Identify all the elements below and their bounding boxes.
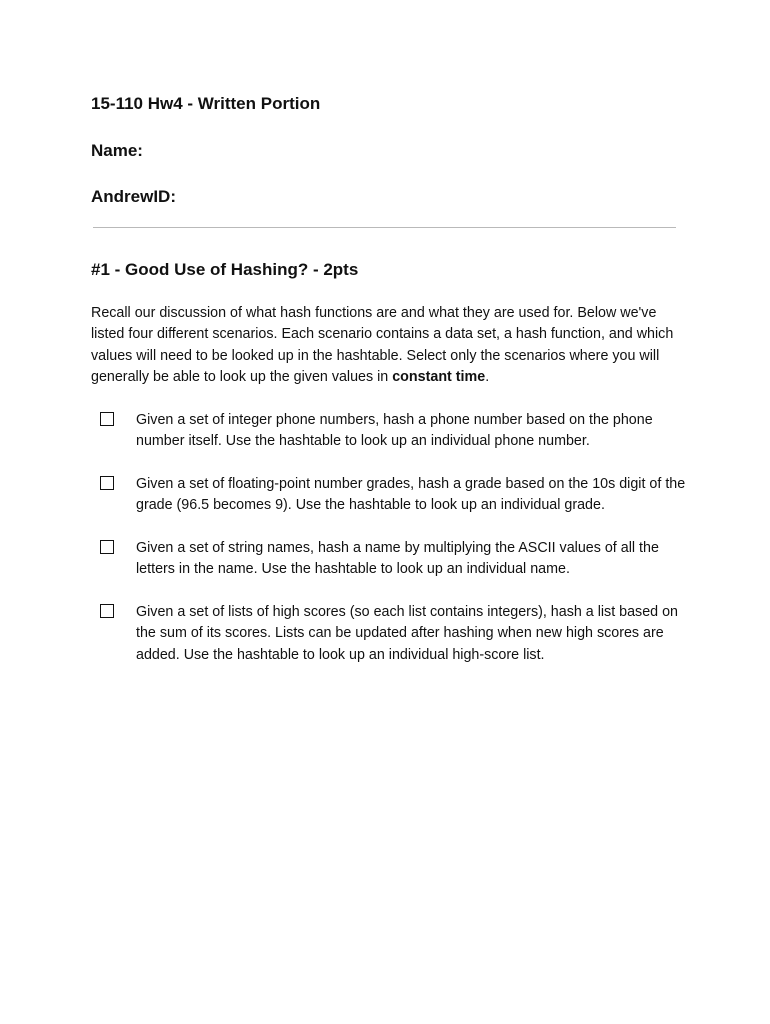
name-label: Name: bbox=[91, 141, 143, 160]
option-3-checkbox[interactable] bbox=[100, 540, 114, 554]
option-2-text: Given a set of floating-point number grades, hash a grade based on the 10s digit of the grade (96.5 becomes 9). Use the hashtable to look up an individual grade. bbox=[136, 476, 686, 514]
question-1-heading: #1 - Good Use of Hashing? - 2pts bbox=[91, 260, 359, 279]
option-1-checkbox[interactable] bbox=[100, 412, 114, 426]
question-1-intro bbox=[91, 303, 691, 389]
document-title: 15-110 Hw4 - Written Portion bbox=[91, 94, 321, 113]
intro-end-text: . bbox=[485, 369, 490, 386]
option-3-text: Given a set of string names, hash a name by multiplying the ASCII values of all the letters in the name. Use the hashtable to look up an individual name. bbox=[136, 540, 659, 578]
option-1-text: Given a set of integer phone numbers, hash a phone number based on the phone number itself. Use the hashtable to look up an individual phone number. bbox=[136, 412, 653, 450]
option-4-checkbox[interactable] bbox=[100, 604, 114, 618]
horizontal-divider bbox=[93, 227, 676, 228]
option-2-checkbox[interactable] bbox=[100, 476, 114, 490]
intro-bold-text: constant time bbox=[392, 369, 486, 386]
option-4-text: Given a set of lists of high scores (so each list contains integers), hash a list based on the sum of its scores. Lists can be updated after hashing when new high scores are added. Use the hashtable to look up an individual high-score list. bbox=[136, 604, 678, 663]
intro-text: Recall our discussion of what hash functions are and what they are used for. Below we've listed four different scenarios. Each scenario contains a data set, a hash function, and which values will need to be looked up in the hashtable. Select only the scenarios where you will generally be able to look up the given values in bbox=[91, 305, 674, 386]
andrewid-label: AndrewID: bbox=[91, 187, 176, 206]
